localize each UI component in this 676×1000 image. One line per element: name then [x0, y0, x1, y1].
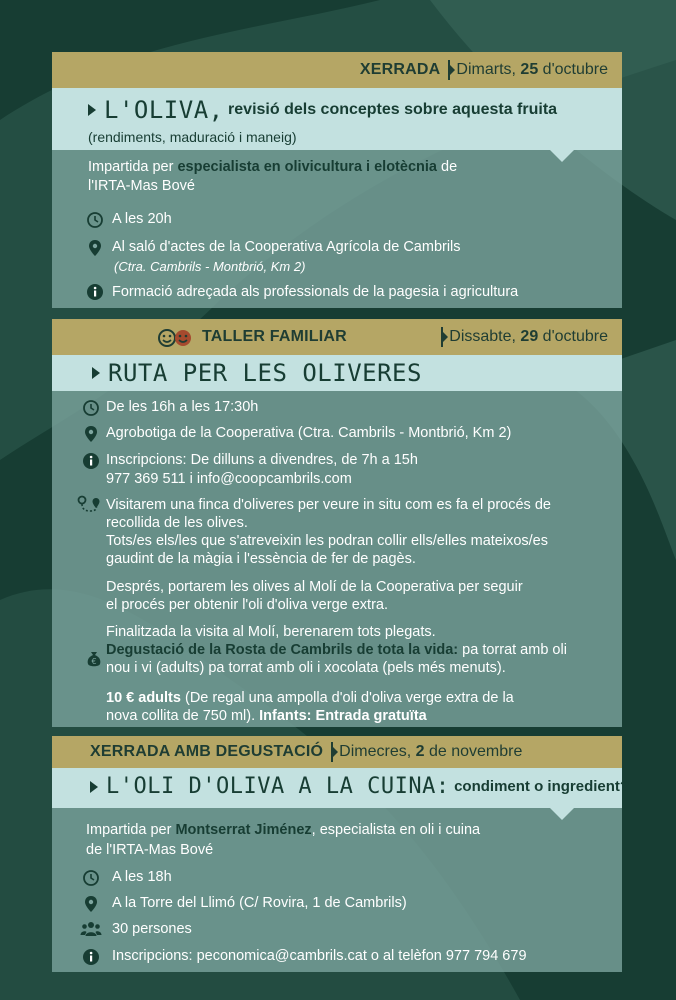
- svg-text:€: €: [91, 657, 97, 666]
- info-icon: [82, 948, 100, 966]
- band-notch: [550, 808, 574, 820]
- location-pin-icon: [82, 895, 100, 913]
- location-pin-icon: [82, 425, 100, 443]
- event-date: Dimarts, 25 d'octubre: [456, 61, 608, 78]
- event-place-note: (Ctra. Cambrils - Montbrió, Km 2): [114, 259, 306, 274]
- event-title-rest: revisió dels conceptes sobre aquesta fruita: [228, 101, 558, 118]
- date-marker-icon: [331, 742, 333, 762]
- route-icon: [76, 495, 102, 517]
- play-arrow-icon: [92, 367, 100, 379]
- family-faces-icon: [156, 326, 194, 348]
- date-marker-icon: [441, 327, 443, 347]
- event-title-hand: L'OLIVA,: [104, 96, 224, 124]
- price-info: 10 € adults (De regal una ampolla d'oli d'oliva verge extra de la nova collita de 750 ml). Infants: Entrada gratuïta: [106, 690, 514, 724]
- location-pin-icon: [86, 239, 104, 257]
- event-card-taller-familiar: [52, 319, 622, 727]
- event-title-hand: L'OLI D'OLIVA A LA CUINA:: [106, 774, 450, 799]
- people-group-icon: [80, 920, 102, 938]
- event-subtitle: (rendiments, maduració i maneig): [88, 129, 297, 145]
- route-description: Visitarem una finca d'oliveres per veure in situ com es fa el procés de recollida de les olives. Tots/es els/les que s'atreveixin les podran collir ells/elles mateixos/es gaudint de la màgia i l'essència de fer de pagès.: [106, 497, 551, 567]
- event-place: A la Torre del Llimó (C/ Rovira, 1 de Cambrils): [112, 895, 407, 911]
- event-date: Dimecres, 2 de novembre: [339, 743, 523, 760]
- event-title-band: [52, 88, 622, 150]
- event-header: [52, 736, 622, 768]
- event-registration: Inscripcions: De dilluns a divendres, de 7h a 15h 977 369 511 i info@coopcambrils.com: [106, 452, 418, 487]
- date-marker-icon: [448, 60, 450, 80]
- money-bag-icon: [85, 650, 103, 668]
- event-time: A les 20h: [112, 211, 172, 227]
- event-tag: XERRADA: [359, 61, 441, 78]
- event-audience: Formació adreçada als professionals de la pagesia i agricultura: [112, 284, 519, 300]
- event-time: De les 16h a les 17:30h: [106, 399, 259, 415]
- event-intro: Impartida per especialista en olivicultura i elotècnia de l'IRTA-Mas Bové: [88, 159, 458, 194]
- clock-icon: [82, 399, 100, 417]
- event-date: Dissabte, 29 d'octubre: [449, 328, 608, 345]
- event-card-xerrada-oliva: [52, 52, 622, 308]
- snack-description: Finalitzada la visita al Molí, berenarem tots plegats. Degustació de la Rosta de Cambrils de tota la vida: pa torrat amb oli nou i vi (adults) pa torrat amb oli i xocolata (pels més menuts).: [106, 624, 567, 676]
- play-arrow-icon: [88, 104, 96, 116]
- event-registration: Inscripcions: peconomica@cambrils.cat o al telèfon 977 794 679: [112, 948, 527, 964]
- event-header: [52, 319, 622, 355]
- event-tag: XERRADA AMB DEGUSTACIÓ: [90, 743, 324, 760]
- clock-icon: [82, 869, 100, 887]
- event-tag: TALLER FAMILIAR: [202, 328, 347, 345]
- event-place: Al saló d'actes de la Cooperativa Agrícola de Cambrils: [112, 239, 461, 255]
- event-title-band: [52, 355, 622, 391]
- play-arrow-icon: [90, 781, 98, 793]
- event-title-hand: RUTA PER LES OLIVERES: [108, 359, 422, 387]
- info-icon: [82, 452, 100, 470]
- event-title-band: [52, 768, 630, 808]
- event-capacity: 30 persones: [112, 921, 192, 937]
- mill-description: Després, portarem les olives al Molí de la Cooperativa per seguir el procés per obtenir l'oli d'oliva verge extra.: [106, 579, 523, 613]
- event-title-rest: condiment o ingredient?: [454, 778, 630, 795]
- clock-icon: [86, 211, 104, 229]
- event-place: Agrobotiga de la Cooperativa (Ctra. Cambrils - Montbrió, Km 2): [106, 425, 512, 441]
- event-header: [52, 52, 622, 88]
- event-time: A les 18h: [112, 869, 172, 885]
- event-intro: Impartida per Montserrat Jiménez, especialista en oli i cuina de l'IRTA-Mas Bové: [86, 822, 481, 858]
- info-icon: [86, 283, 104, 301]
- event-card-xerrada-degustacio: [52, 736, 630, 972]
